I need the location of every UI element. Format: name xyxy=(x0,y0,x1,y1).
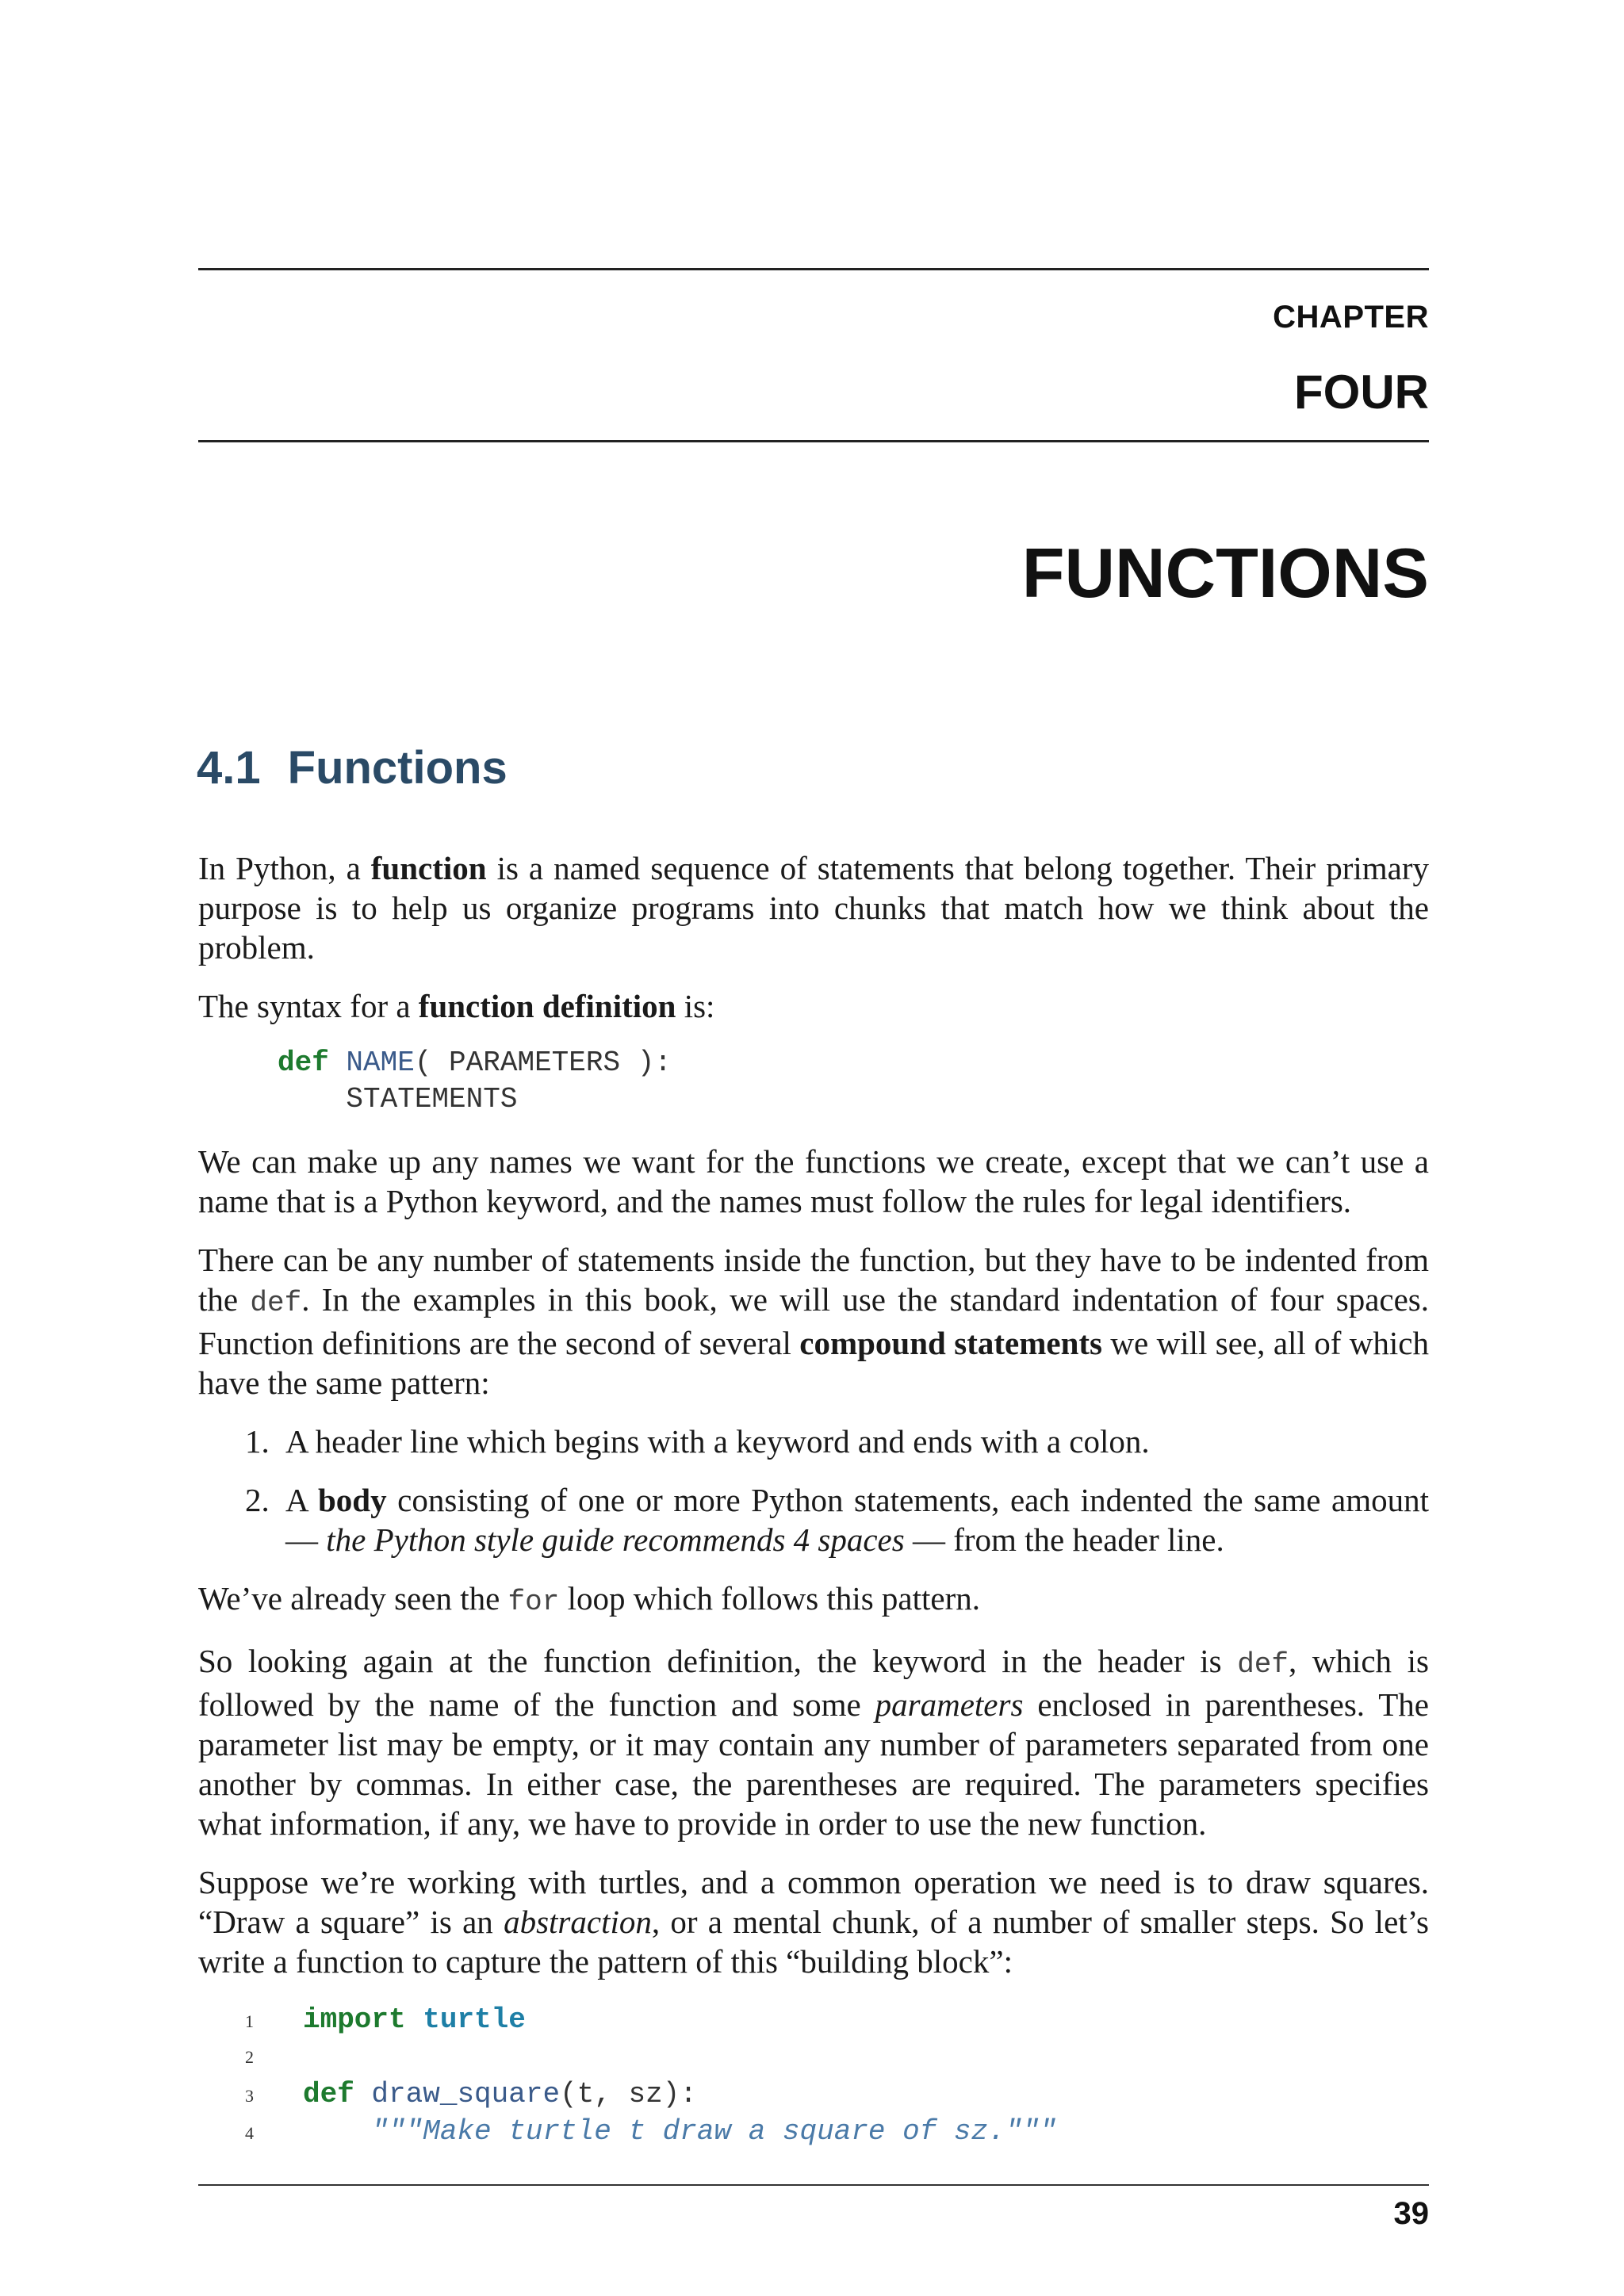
body-text xyxy=(198,848,1429,2149)
chapter-title: FUNCTIONS xyxy=(1021,534,1429,612)
term-function: function xyxy=(370,850,487,886)
pattern-list xyxy=(198,1422,1429,1559)
section-heading xyxy=(197,741,508,794)
code-line: 4 """Make turtle t draw a square of sz.""" xyxy=(198,2112,1429,2149)
line-number: 2 xyxy=(245,2047,254,2067)
syntax-code-block: def NAME( PARAMETERS ): STATEMENTS xyxy=(278,1047,672,1115)
term-function-definition: function definition xyxy=(418,988,676,1024)
code-listing xyxy=(198,2000,1429,2149)
term-compound-statements: compound statements xyxy=(799,1325,1102,1361)
line-number: 1 xyxy=(245,2011,254,2031)
paragraph-turtles: Suppose we’re working with turtles, and a common operation we need is to draw squares. “Draw a square” is an abstraction, or a mental chunk, of a number of smaller steps. So let’s write a function to capture the pattern of this “building block”: xyxy=(198,1864,1430,1980)
paragraph-syntax: The syntax for a function definition is: xyxy=(198,988,715,1024)
line-number: 4 xyxy=(245,2123,254,2143)
list-item: 1. A header line which begins with a keyword and ends with a colon. xyxy=(278,1422,1429,1461)
page-number: 39 xyxy=(1393,2196,1429,2231)
chapter-top-rule xyxy=(198,268,1429,270)
paragraph-parameters: So looking again at the function definition, the keyword in the header is def, which is followed by the name of the function and some parameters enclosed in parentheses. The parameter list may be empty, or it may contain any number of parameters separated from one another by commas. In either case, the parentheses are required. The parameters specifies what information, if any, we have to provide in order to use the new function. xyxy=(198,1643,1429,1842)
chapter-label: CHAPTER xyxy=(1273,300,1429,335)
footer-rule xyxy=(198,2184,1429,2186)
line-number: 3 xyxy=(245,2086,254,2106)
section-number: 4.1 xyxy=(197,742,261,794)
code-line xyxy=(198,2038,1429,2075)
chapter-bottom-rule xyxy=(198,440,1429,442)
code-line: 1 import turtle xyxy=(198,2000,1429,2038)
inline-code-def: def xyxy=(250,1287,302,1319)
section-title: Functions xyxy=(287,742,508,794)
list-item: 2. A body consisting of one or more Python statements, each indented the same amount — the Python style guide recommends 4 spaces — from the header line. xyxy=(278,1480,1429,1559)
paragraph-indentation: There can be any number of statements inside the function, but they have to be indented from the def. In the examples in this book, we will use the standard indentation of four spaces. Function definitions are the second of several compound statements we will see, all of which have the same pattern: xyxy=(198,1242,1429,1401)
chapter-number: FOUR xyxy=(1294,365,1429,419)
code-line: 3 def draw_square(t, sz): xyxy=(198,2075,1429,2112)
paragraph-for-loop: We’ve already seen the for loop which follows this pattern. xyxy=(198,1580,981,1618)
paragraph-intro: In Python, a function is a named sequence of statements that belong together. Their primary purpose is to help us organize programs into chunks that match how we think about the problem. xyxy=(198,850,1429,966)
inline-code-def: def xyxy=(1237,1648,1289,1681)
inline-code-for: for xyxy=(508,1586,560,1618)
paragraph-names: We can make up any names we want for the functions we create, except that we can’t use a name that is a Python keyword, and the names must follow the rules for legal identifiers. xyxy=(198,1143,1429,1219)
